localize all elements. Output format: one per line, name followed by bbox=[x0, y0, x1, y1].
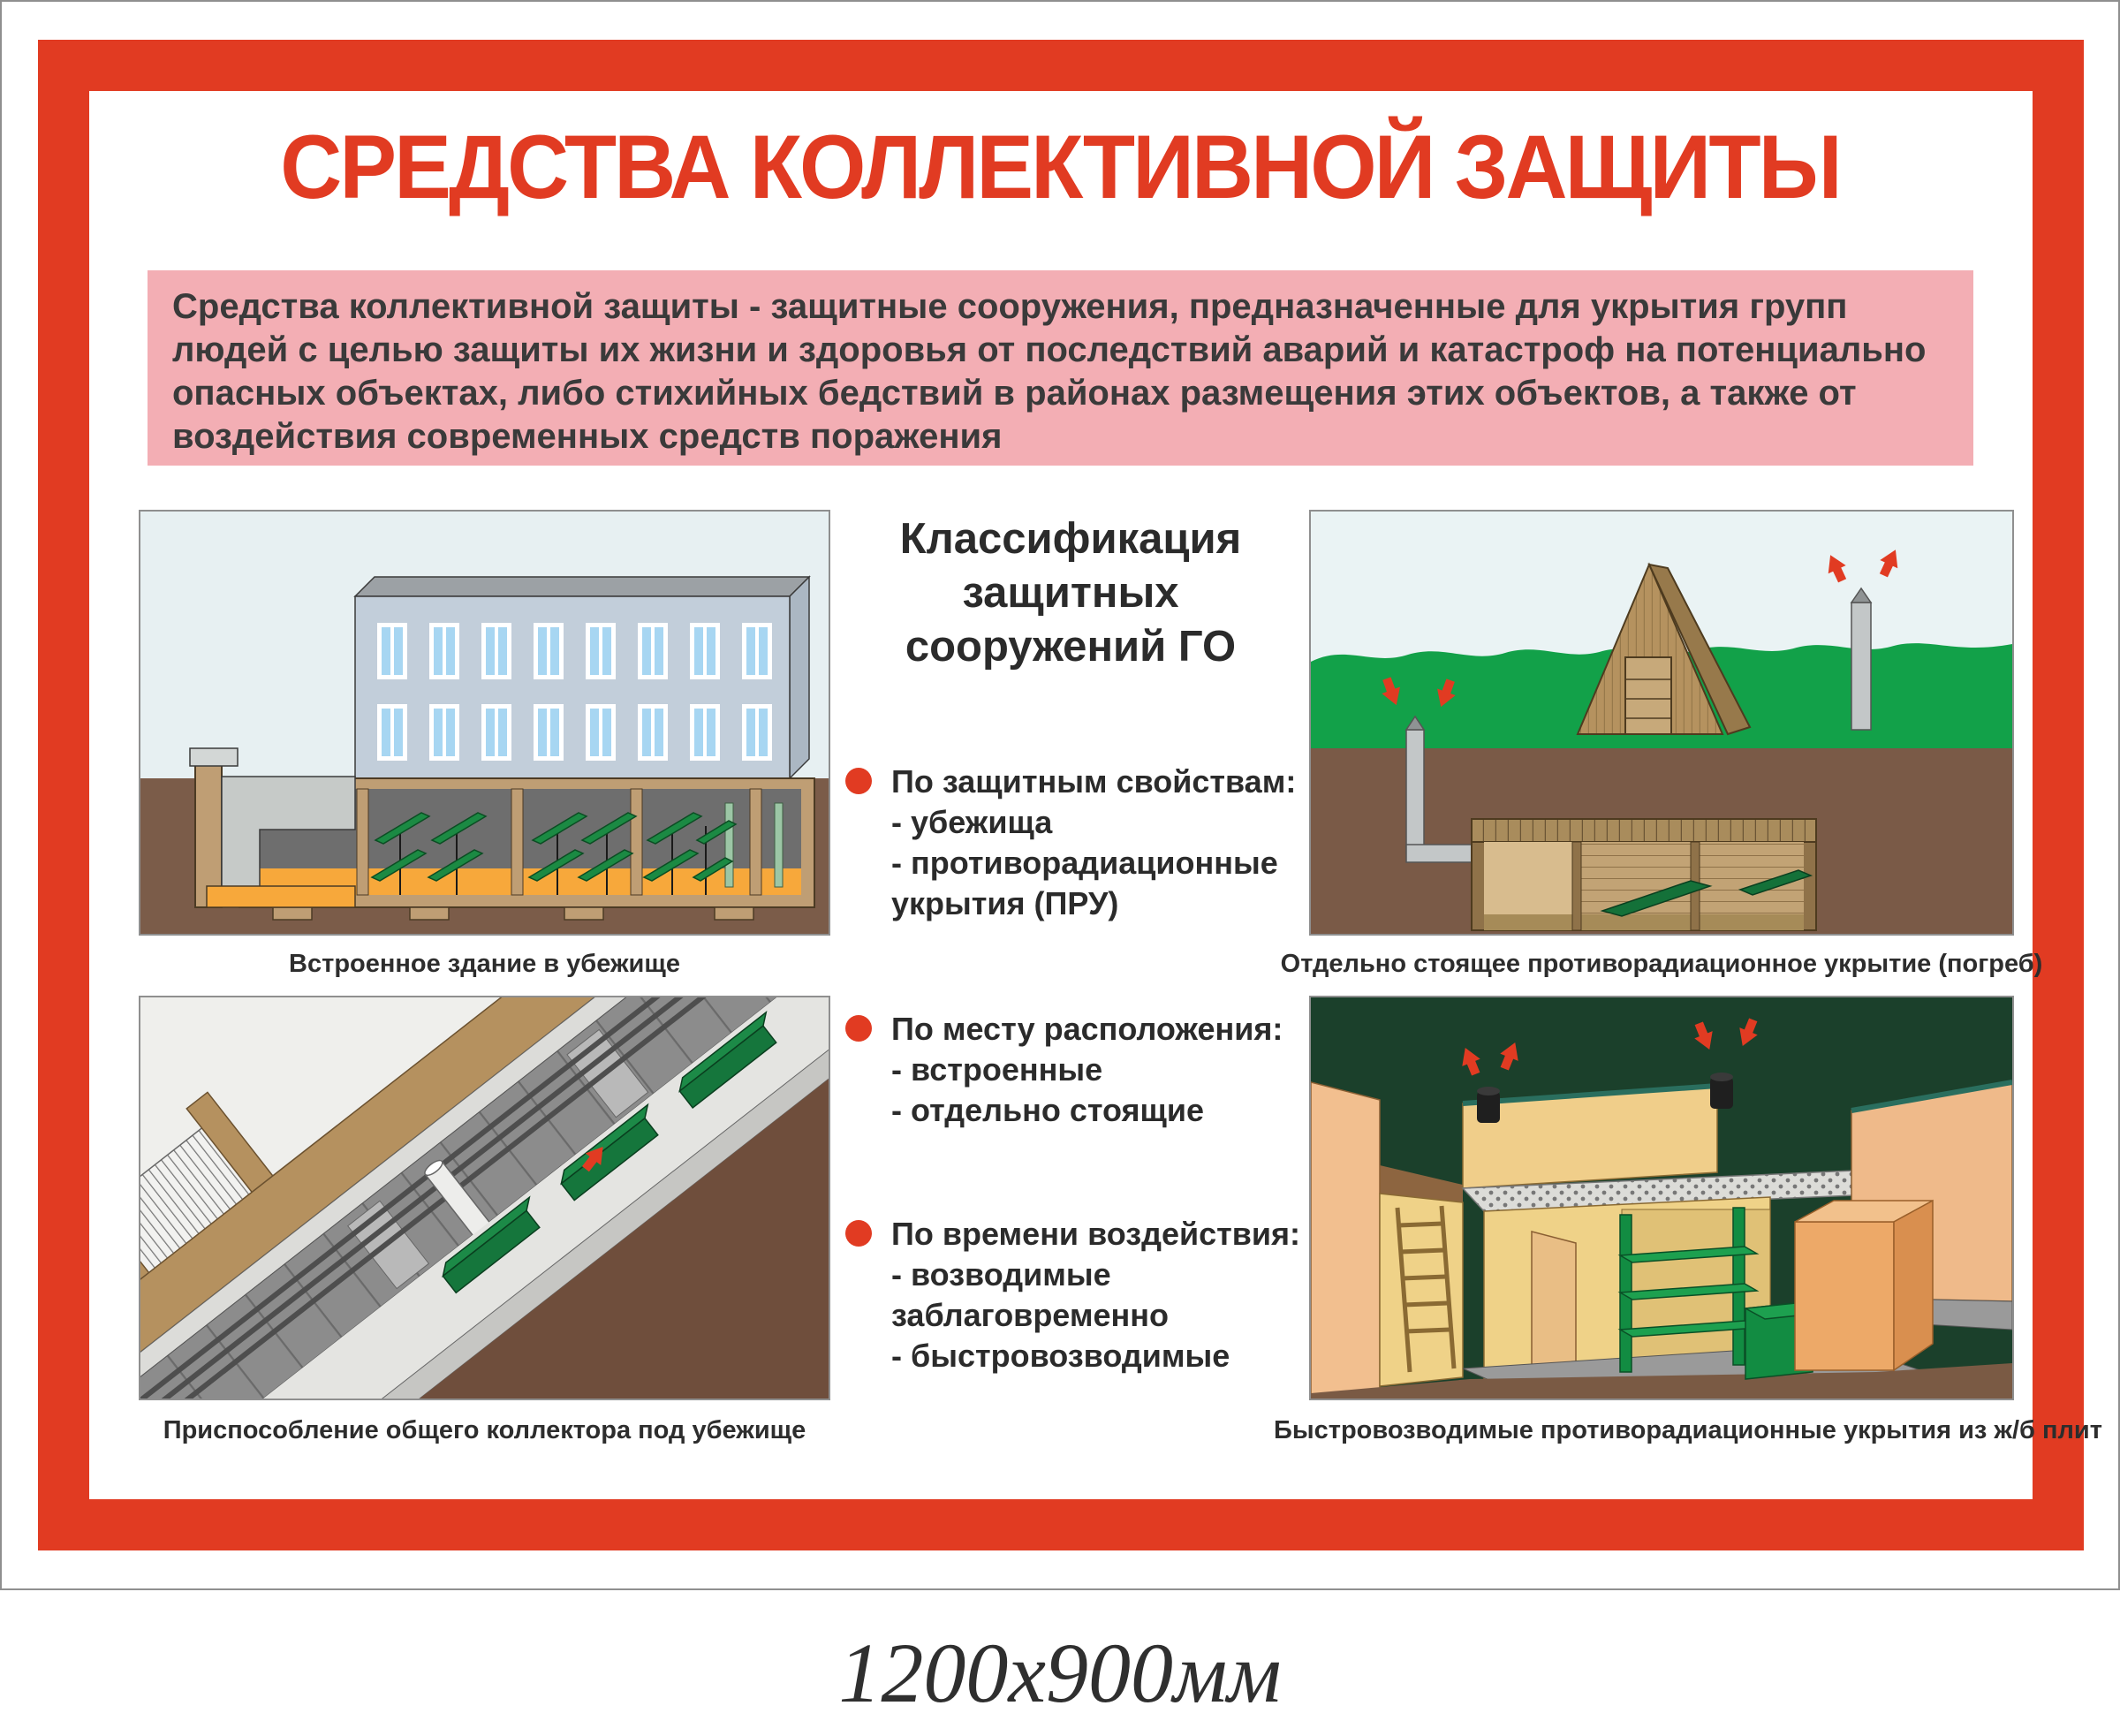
classification-subitem: - быстровозводимые bbox=[891, 1338, 1230, 1374]
classification-item-location bbox=[845, 1009, 1305, 1131]
panel-caption-detached: Отдельно стоящее противорадиационное укрытие (погреб) bbox=[1280, 950, 2043, 978]
panel-collector-shelter bbox=[139, 996, 830, 1400]
cabinet bbox=[1795, 1201, 1933, 1370]
classification-subitem: - противорадиационные укрытия (ПРУ) bbox=[891, 845, 1278, 921]
classification-item-title: По защитным свойствам: bbox=[891, 763, 1297, 800]
classification-item-title: По времени воздействия: bbox=[891, 1216, 1301, 1252]
poster-title: СРЕДСТВА КОЛЛЕКТИВНОЙ ЗАЩИТЫ bbox=[280, 117, 1840, 217]
size-label: 1200x900мм bbox=[838, 1626, 1282, 1720]
bullet-dot-icon bbox=[845, 1220, 872, 1247]
panel-caption-prefab: Быстровозводимые противорадиационные укрытия из ж/б плит bbox=[1274, 1416, 2102, 1444]
parapet bbox=[1463, 1086, 1717, 1188]
bullet-dot-icon bbox=[845, 1015, 872, 1042]
classification-subitem: - убежища bbox=[891, 804, 1053, 840]
illustration-detached-shelter bbox=[1311, 512, 2012, 934]
classification-subitem: - встроенные bbox=[891, 1051, 1103, 1088]
exhaust-pipe bbox=[1851, 588, 1871, 730]
classification-item-title: По месту расположения: bbox=[891, 1011, 1283, 1047]
ladder bbox=[1380, 1194, 1463, 1386]
left-wall bbox=[1311, 1082, 1380, 1399]
classification-item-timing bbox=[845, 1214, 1305, 1376]
classification-heading: Классификация защитных сооружений ГО bbox=[899, 515, 1242, 671]
panel-caption-collector: Приспособление общего коллектора под убежище bbox=[163, 1416, 806, 1444]
illustration-built-in-shelter bbox=[140, 512, 829, 934]
panel-prefab-shelter bbox=[1309, 996, 2014, 1400]
classification-subitem: - отдельно стоящие bbox=[891, 1092, 1205, 1128]
panel-detached-shelter bbox=[1309, 510, 2014, 936]
illustration-prefab-shelter bbox=[1311, 997, 2012, 1399]
bullet-dot-icon bbox=[845, 768, 872, 794]
classification-subitem: - возводимые заблаговременно bbox=[891, 1256, 1169, 1333]
panel-caption-built-in: Встроенное здание в убежище bbox=[289, 950, 680, 978]
illustration-collector-shelter bbox=[140, 997, 829, 1399]
building bbox=[355, 577, 809, 778]
classification-item-properties bbox=[845, 762, 1305, 924]
cellar-room bbox=[1472, 819, 1816, 930]
panel-built-in-shelter bbox=[139, 510, 830, 936]
intro-text-box: Средства коллективной защиты - защитные сооружения, предназначенные для укрытия групп людей с целью защиты их жизни и здоровья от последствий аварий и катастроф на потенциально опасных объектах, либо стихийных бедствий в районах размещения этих объектов, а также от воздействия современных средств поражения bbox=[148, 270, 1973, 466]
